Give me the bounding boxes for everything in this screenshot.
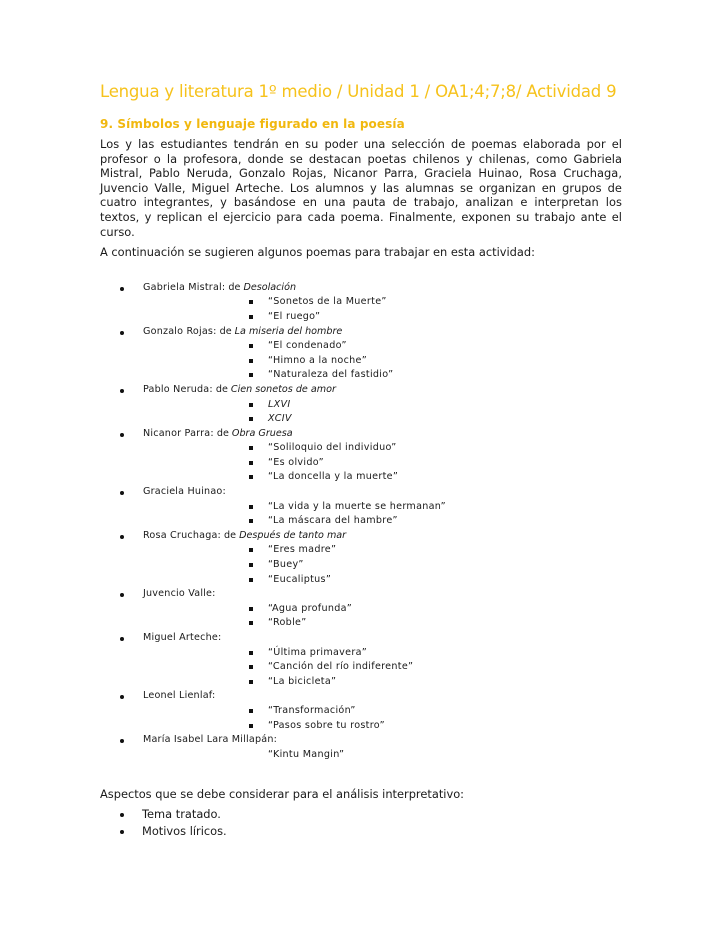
- poem-item: “El ruego”: [143, 310, 622, 325]
- poet-item-arteche: [100, 631, 622, 689]
- book-prefix: de: [212, 383, 231, 395]
- poem-item: “Transformación”: [143, 704, 622, 719]
- poem-list: [143, 339, 622, 383]
- poem-item: “Soliloquio del individuo”: [143, 441, 622, 456]
- document-page: [100, 80, 622, 840]
- poet-item-lienlaf: [100, 689, 622, 733]
- aspects-list: [100, 806, 622, 840]
- poet-name: Pablo Neruda:: [143, 383, 213, 395]
- poem-item: “La máscara del hambre”: [143, 514, 622, 529]
- book-title: Después de tanto mar: [239, 529, 347, 541]
- poem-list: [143, 295, 622, 324]
- book-title: Cien sonetos de amor: [230, 383, 336, 395]
- poet-name: María Isabel Lara Millapán:: [143, 734, 278, 746]
- poet-name: Miguel Arteche:: [143, 632, 222, 643]
- section-heading: 9. Símbolos y lenguaje figurado en la poesía: [100, 117, 405, 131]
- poem-list: [143, 441, 622, 485]
- poem-item: “El condenado”: [143, 339, 622, 354]
- poem-item: “Canción del río indiferente”: [143, 660, 622, 675]
- poet-list: [100, 281, 622, 763]
- poem-list: [143, 602, 622, 631]
- poem-item: “Naturaleza del fastidio”: [143, 368, 622, 383]
- poem-item: “La bicicleta”: [143, 675, 622, 690]
- poet-name: Gonzalo Rojas:: [143, 325, 217, 337]
- poet-item-mistral: [100, 281, 622, 325]
- poem-item: “Eucaliptus”: [143, 573, 622, 588]
- poem-item: “Última primavera”: [143, 646, 622, 661]
- poet-item-parra: [100, 427, 622, 485]
- book-title: Desolación: [243, 281, 297, 293]
- aspect-item: Tema tratado.: [100, 806, 622, 823]
- poet-name: Gabriela Mistral:: [143, 281, 226, 293]
- book-title: La miseria del hombre: [234, 325, 343, 337]
- poem-list: [143, 748, 622, 763]
- poet-item-valle: [100, 587, 622, 631]
- poet-name: Nicanor Parra:: [143, 427, 214, 439]
- poem-list: [143, 543, 622, 587]
- document-title: Lengua y literatura 1º medio / Unidad 1 / OA1;4;7;8/ Actividad 9: [100, 82, 617, 101]
- book-title: Obra Gruesa: [231, 427, 293, 439]
- book-prefix: de: [216, 325, 235, 337]
- poem-item: “Es olvido”: [143, 456, 622, 471]
- poet-name: Juvencio Valle:: [143, 588, 216, 600]
- intro-paragraph: Los y las estudiantes tendrán en su poder una selección de poemas elaborada por el profesor o la profesora, donde se destacan poetas chilenos y chilenas, como Gabriela Mistral, Pablo Neruda, Gonzalo Rojas, Nicanor Parra, Graciela Huinao, Rosa Cruchaga, Juvencio Valle, Miguel Arteche. Los alumnos y las alumnas se organizan en grupos de cuatro integrantes, y basándose en una pauta de trabajo, analizan e interpretan los textos, y replican el ejercicio para cada poema. Finalmente, exponen su trabajo ante el curso.: [100, 137, 622, 239]
- poem-item: “Sonetos de la Muerte”: [143, 295, 622, 310]
- poem-list: [143, 398, 622, 427]
- poet-item-huinao: [100, 485, 622, 529]
- poem-list: [143, 704, 622, 733]
- book-prefix: de: [213, 427, 232, 439]
- poet-item-neruda: [100, 383, 622, 427]
- book-prefix: de: [225, 281, 244, 293]
- poet-item-cruchaga: [100, 529, 622, 587]
- poem-item: “La vida y la muerte se hermanan”: [143, 500, 622, 515]
- poem-item: “Himno a la noche”: [143, 354, 622, 369]
- poem-item: “La doncella y la muerte”: [143, 470, 622, 485]
- poem-item: “Agua profunda”: [143, 602, 622, 617]
- poet-name: Graciela Huinao:: [143, 486, 226, 498]
- poem-item: “Eres madre”: [143, 543, 622, 558]
- poet-item-lara-millapan: [100, 733, 622, 762]
- poet-name: Rosa Cruchaga:: [143, 529, 221, 541]
- poem-item: XCIV: [143, 412, 622, 427]
- poem-item: “Buey”: [143, 558, 622, 573]
- poem-item: “Kintu Mangin”: [268, 748, 345, 760]
- poet-item-rojas: [100, 325, 622, 383]
- poem-item: LXVI: [143, 398, 622, 413]
- poem-item: “Pasos sobre tu rostro”: [143, 719, 622, 734]
- poet-name: Leonel Lienlaf:: [143, 690, 216, 702]
- poem-list: [143, 500, 622, 529]
- aspects-label: Aspectos que se debe considerar para el análisis interpretativo:: [100, 787, 464, 802]
- aspect-item: Motivos líricos.: [100, 823, 622, 840]
- poem-list: [143, 646, 622, 690]
- lead-in-text: A continuación se sugieren algunos poemas para trabajar en esta actividad:: [100, 245, 535, 260]
- poem-item: “Roble”: [143, 616, 622, 631]
- book-prefix: de: [221, 529, 240, 541]
